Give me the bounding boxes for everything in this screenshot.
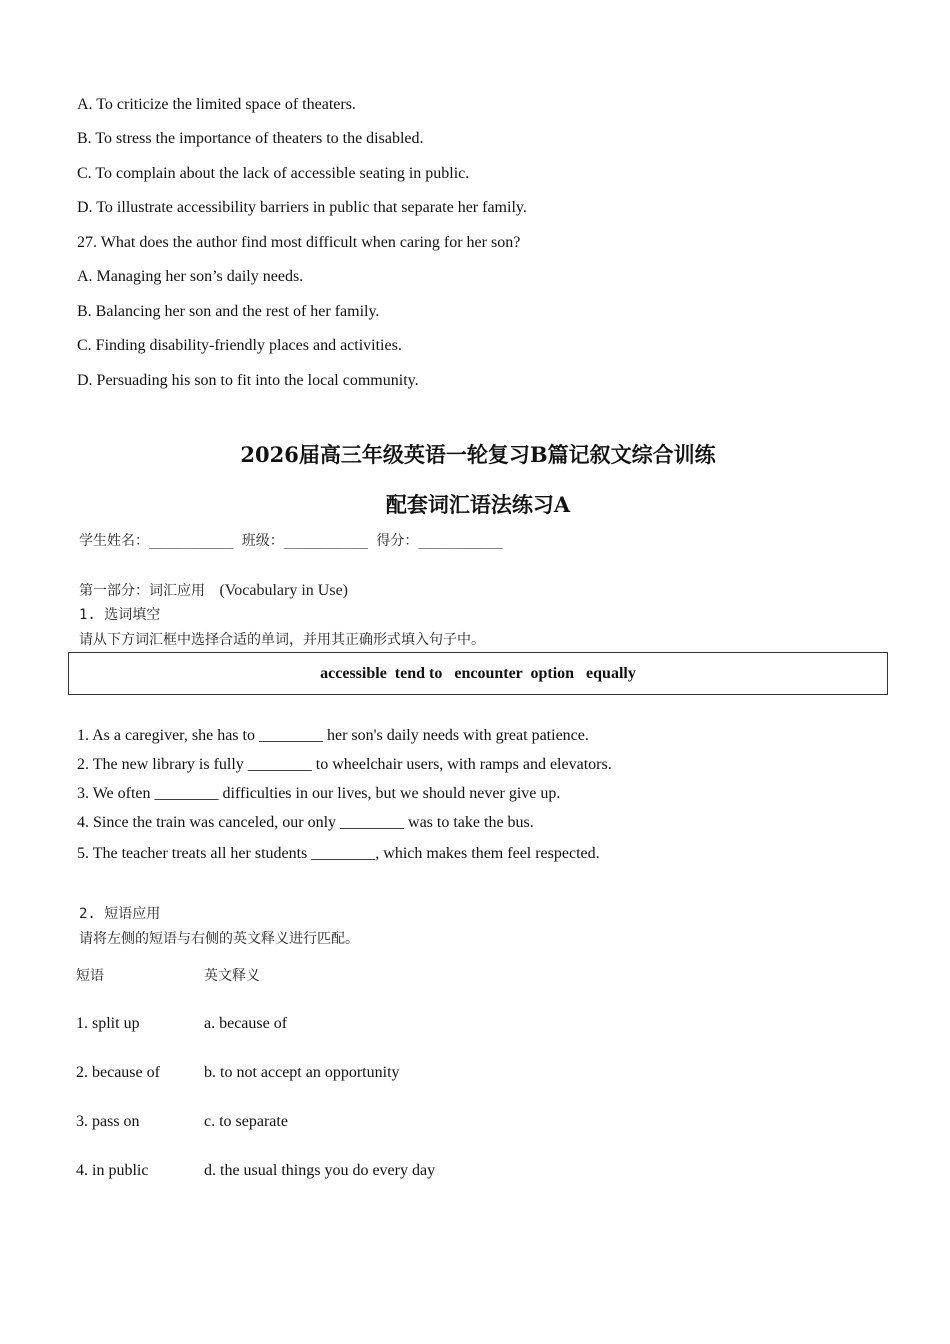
phrase-1: 1. split up xyxy=(76,1015,140,1032)
q26-option-d: D. To illustrate accessibility barriers in public that separate her family. xyxy=(77,199,527,216)
col-header-phrase: 短语 xyxy=(76,968,104,984)
phrase-3: 3. pass on xyxy=(76,1113,140,1130)
q27-option-c: C. Finding disability-friendly places and activities. xyxy=(77,337,402,354)
q26-option-c: C. To complain about the lack of accessible seating in public. xyxy=(77,165,470,182)
q27-option-d: D. Persuading his son to fit into the local community. xyxy=(77,372,419,389)
q27-option-a: A. Managing her son’s daily needs. xyxy=(77,268,304,285)
q26-option-a: A. To criticize the limited space of theaters. xyxy=(77,96,356,113)
definition-c: c. to separate xyxy=(204,1113,288,1130)
sentence-1: 1. As a caregiver, she has to ________ her son's daily needs with great patience. xyxy=(77,727,589,744)
q26-option-b: B. To stress the importance of theaters to the disabled. xyxy=(77,130,424,147)
q27-question: 27. What does the author find most difficult when caring for her son? xyxy=(77,234,521,251)
phrase-2: 2. because of xyxy=(76,1064,160,1081)
part1-heading xyxy=(79,581,348,601)
sentence-5: 5. The teacher treats all her students ________, which makes them feel respected. xyxy=(77,845,600,862)
definition-b: b. to not accept an opportunity xyxy=(204,1064,400,1081)
student-info-line: 学生姓名：__________ 班级：__________ 得分：__________ xyxy=(79,533,503,549)
sentence-3: 3. We often ________ difficulties in our lives, but we should never give up. xyxy=(77,785,561,802)
part1-heading-cn: 第一部分：词汇应用 xyxy=(79,583,205,599)
q27-option-b: B. Balancing her son and the rest of her family. xyxy=(77,303,380,320)
page-title: 2026届高三年级英语一轮复习B篇记叙文综合训练 xyxy=(240,442,716,467)
page-subtitle: 配套词汇语法练习A xyxy=(385,492,571,517)
word-bank: accessible tend to encounter option equally xyxy=(320,665,636,682)
word-bank-box xyxy=(68,652,888,695)
sentence-4: 4. Since the train was canceled, our only ________ was to take the bus. xyxy=(77,814,534,831)
section2-title: 2. 短语应用 xyxy=(79,906,161,922)
col-header-definition: 英文释义 xyxy=(204,968,260,984)
definition-d: d. the usual things you do every day xyxy=(204,1162,436,1179)
section1-instruction: 请从下方词汇框中选择合适的单词，并用其正确形式填入句子中。 xyxy=(79,632,485,648)
phrase-4: 4. in public xyxy=(76,1162,149,1179)
sentence-2: 2. The new library is fully ________ to wheelchair users, with ramps and elevators. xyxy=(77,756,612,773)
section1-title: 1. 选词填空 xyxy=(79,607,161,623)
section2-instruction: 请将左侧的短语与右侧的英文释义进行匹配。 xyxy=(79,931,359,947)
definition-a: a. because of xyxy=(204,1015,288,1032)
part1-heading-en: (Vocabulary in Use) xyxy=(219,582,348,599)
